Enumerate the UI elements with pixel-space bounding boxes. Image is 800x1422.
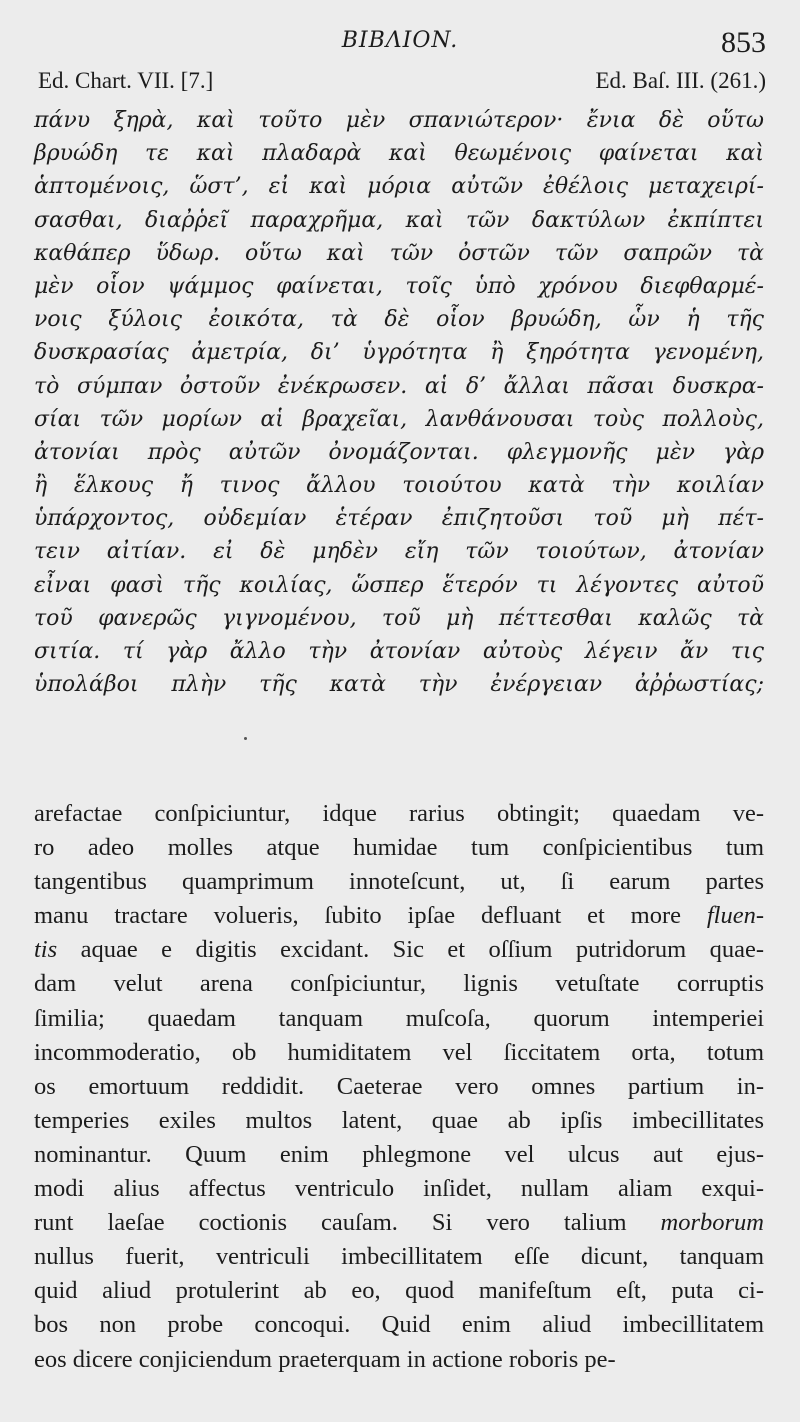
latin-text-run: nominantur. Quum enim phlegmone vel ulcus aut ejus- [34,1140,764,1168]
latin-text-run: tangentibus quamprimum innoteſcunt, ut, ſi earum partes [34,868,764,896]
latin-text-run: incommoderatio, ob humiditatem vel ſiccitatem orta, totum [34,1038,764,1066]
greek-text-line: βρυώδη τε καὶ πλαδαρὰ καὶ θεωμένοις φαίνεται καὶ [34,141,764,167]
latin-text-line [34,797,764,831]
greek-text-line: καθάπερ ὕδωρ. οὕτω καὶ τῶν ὀστῶν τῶν σαπρῶν τὰ [34,240,764,266]
latin-text-line [34,967,764,1001]
greek-text-line: τὸ σύμπαν ὀστοῦν ἐνέκρωσεν. αἱ δ’ ἄλλαι πᾶσαι δυσκρα- [34,373,764,399]
greek-text-line: ἢ ἕλκους ἤ τινος ἄλλου τοιούτου κατὰ τὴν κοιλίαν [34,473,764,499]
latin-text-line [34,1138,764,1172]
greek-text-line: σίαι τῶν μορίων αἱ βραχεῖαι, λανθάνουσαι τοὺς πολλοὺς, [34,406,764,432]
latin-text-run: os emortuum reddidit. Caeterae vero omnes partium in- [34,1072,764,1100]
latin-text-run: runt laeſae coctionis cauſam. Si vero talium [34,1209,661,1237]
latin-text-line [34,1308,764,1342]
print-speck [244,737,247,740]
page-number: 853 [721,26,766,59]
edition-reference-basel: Ed. Baſ. III. (261.) [595,68,766,93]
greek-text-line: μὲν οἷον ψάμμος φαίνεται, τοῖς ὑπὸ χρόνου διεφθαρμέ- [34,273,764,299]
latin-text-line [34,1274,764,1308]
greek-text-line: εἶναι φασὶ τῆς κοιλίας, ὥσπερ ἕτερόν τι λέγοντες αὐτοῦ [34,572,764,598]
greek-text-line: ἀτονίαι πρὸς αὐτῶν ὀνομάζονται. φλεγμονῆς μὲν γὰρ [34,439,764,465]
latin-text-line [34,1104,764,1138]
latin-text-run: bos non probe concoqui. Quid enim aliud imbecillitatem [34,1311,764,1339]
latin-text-line [34,1070,764,1104]
latin-text-run: quid aliud protulerint ab eo, quod manifeſtum eſt, puta ci- [34,1277,764,1305]
latin-text-run: manu tractare volueris, ſubito ipſae defluant et more [34,902,707,930]
latin-text-line [34,1002,764,1036]
latin-text-run: eos dicere conjiciendum praeterquam in actione roboris pe- [34,1345,616,1373]
latin-text-line [34,899,764,933]
latin-text-line [34,1172,764,1206]
latin-text-run: arefactae conſpiciuntur, idque rarius obtingit; quaedam ve- [34,800,764,827]
greek-text-line: ὑπάρχοντος, οὐδεμίαν ἑτέραν ἐπιζητοῦσι τοῦ μὴ πέτ- [34,506,764,532]
latin-text-run: ſimilia; quaedam tanquam muſcoſa, quorum intemperiei [34,1004,764,1032]
italic-word: fluen- [706,902,764,930]
greek-text-block [34,104,764,701]
latin-text-run: ro adeo molles atque humidae tum conſpicientibus tum [34,834,764,862]
greek-text-line: νοις ξύλοις ἐοικότα, τὰ δὲ οἷον βρυώδη, ὧν ἡ τῆς [34,307,764,333]
latin-text-run: dam velut arena conſpiciuntur, lignis vetuſtate corruptis [34,970,764,998]
latin-text-line [34,831,764,865]
greek-text-line: ὑπολάβοι πλὴν τῆς κατὰ τὴν ἐνέργειαν ἀῤῥωστίας; [34,672,764,698]
latin-text-line [34,1206,764,1240]
edition-reference-chartier: Ed. Chart. VII. [7.] [38,68,214,93]
latin-text-line [34,1343,764,1377]
latin-text-run: temperies exiles multos latent, quae ab ipſis imbecillitates [34,1106,764,1134]
greek-text-line: πάνυ ξηρὰ, καὶ τοῦτο μὲν σπανιώτερον· ἔνια δὲ οὕτω [34,108,764,133]
greek-text-line: δυσκρασίας ἀμετρία, δι’ ὑγρότητα ἢ ξηρότητα γενομένη, [34,340,764,366]
latin-text-line [34,865,764,899]
greek-text-line: τοῦ φανερῶς γιγνομένου, τοῦ μὴ πέττεσθαι καλῶς τὰ [34,605,764,631]
latin-text-line [34,933,764,967]
greek-text-line: ἁπτομένοις, ὥστ’, εἰ καὶ μόρια αὐτῶν ἐθέλοις μεταχειρί- [34,174,764,200]
latin-text-line [34,1036,764,1070]
greek-text-line: σασθαι, διαῤῥεῖ παραχρῆμα, καὶ τῶν δακτύλων ἐκπίπτει [34,207,764,233]
latin-text-run: modi alius affectus ventriculo inſidet, nullam aliam exqui- [34,1175,764,1203]
italic-word: morborum [660,1209,764,1237]
running-head-title: BIBΛION. [341,28,459,53]
latin-text-line [34,1240,764,1274]
latin-text-run: aquae e digitis excidant. Sic et oſſium putridorum quae- [57,936,764,964]
latin-translation-block [34,797,764,1377]
latin-text-run: nullus fuerit, ventriculi imbecillitatem eſſe dicunt, tanquam [34,1243,764,1271]
italic-word: tis [34,936,58,964]
greek-text-line: τειν αἰτίαν. εἰ δὲ μηδὲν εἴη τῶν τοιούτων, ἀτονίαν [34,539,764,565]
greek-text-line: σιτία. τί γὰρ ἄλλο τὴν ἀτονίαν αὐτοὺς λέγειν ἄν τις [34,639,764,664]
